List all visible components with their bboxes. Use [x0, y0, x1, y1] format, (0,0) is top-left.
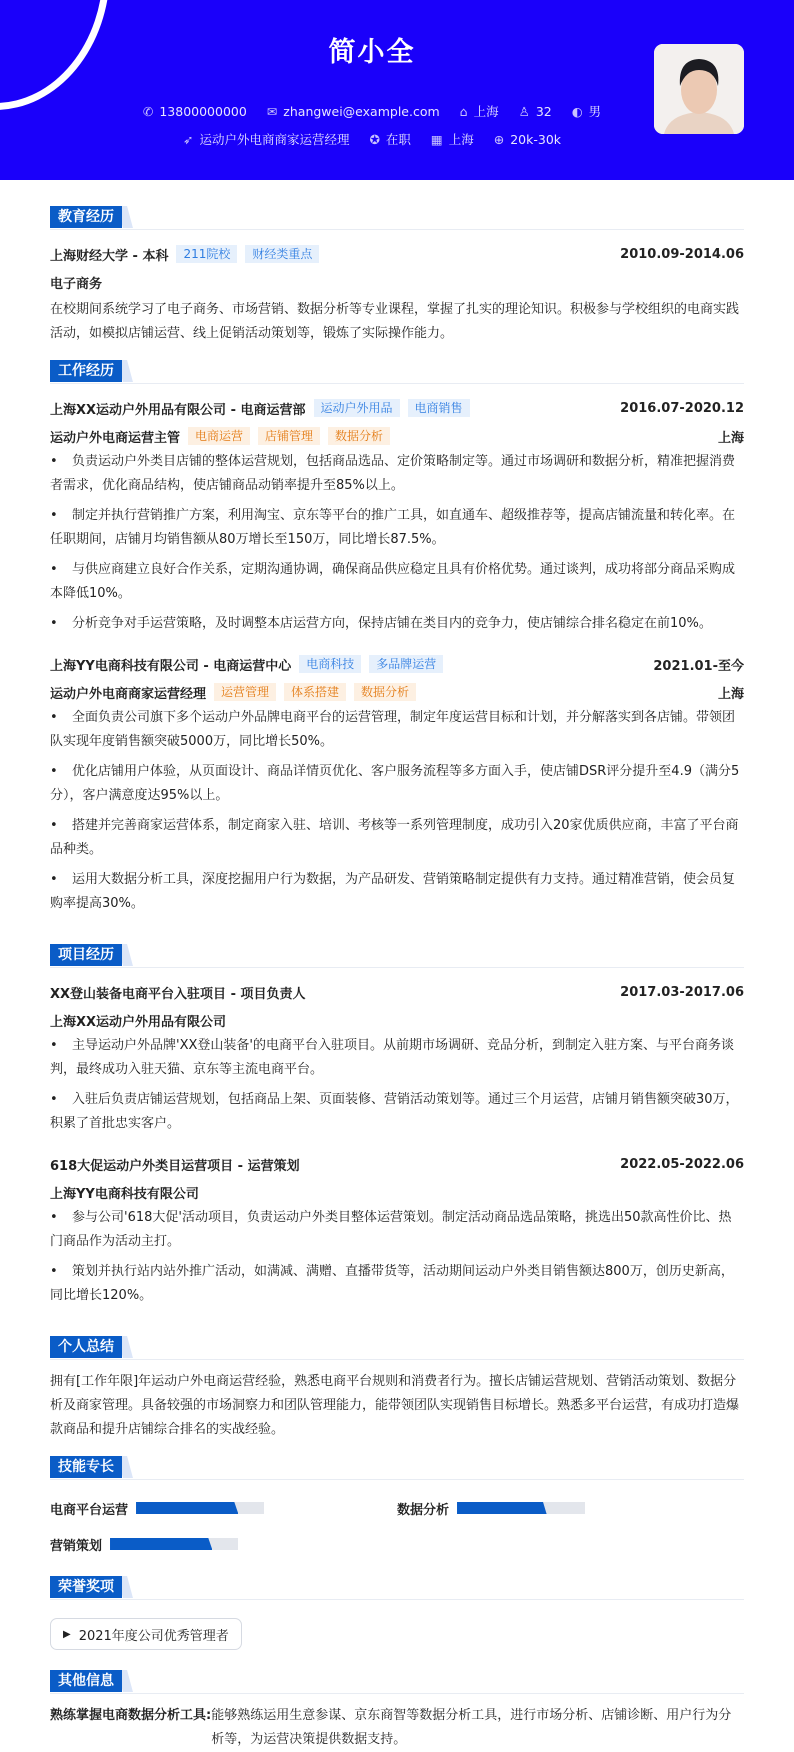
gender: 男 [588, 104, 602, 119]
summary-text: 拥有[工作年限]年运动户外电商运营经验，熟悉电商平台规则和消费者行为。擅长店铺运营规划、营销活动策划、数据分析及商家管理。具备较强的市场洞察力和团队管理能力，能带领团队实现销售目标增长。熟悉多平台运营，有成功打造爆款商品和提升店铺综合排名的实战经验。 [50, 1374, 740, 1437]
section-skills: 技能专长 [50, 1456, 744, 1480]
date: 2016.07-2020.12 [620, 400, 744, 416]
tag: 运动户外用品 [314, 399, 400, 417]
skill-tag: 数据分析 [328, 427, 390, 445]
work-role-row [50, 422, 744, 450]
project-row [50, 978, 744, 1006]
tag: 电商科技 [299, 655, 361, 673]
send-icon: ➶ [182, 132, 194, 147]
gender-icon: ◐ [571, 104, 583, 119]
work-company-row [50, 394, 744, 422]
role: 运动户外电商运营主管 [50, 430, 181, 446]
tag: 211院校 [176, 245, 237, 263]
bullet-item: • 主导运动户外品牌'XX登山装备'的电商平台入驻项目。从前期市场调研、竞品分析，到制定入驻方案、与平台商务谈判，最终成功入驻天猫、京东等主流电商平台。 [50, 1038, 734, 1077]
skill-tag: 运营管理 [214, 683, 276, 701]
skill-item: 数据分析 [397, 1490, 744, 1526]
phone: 13800000000 [159, 104, 247, 119]
section-education: 教育经历 [50, 206, 744, 230]
skill-tag: 店铺管理 [258, 427, 320, 445]
bullet-item: • 制定并执行营销推广方案，利用淘宝、京东等平台的推广工具，如直通车、超级推荐等，提高店铺流量和转化率。在任职期间，店铺月均销售额从80万增长至150万，同比增长87.5%。 [50, 508, 736, 547]
status: 在职 [385, 132, 411, 147]
role: 运动户外电商商家运营经理 [50, 686, 207, 702]
tag: 财经类重点 [245, 245, 319, 263]
position: 运动户外电商商家运营经理 [199, 132, 350, 147]
salary-icon: ⊕ [493, 132, 505, 147]
project-row [50, 1150, 744, 1178]
date: 2017.03-2017.06 [620, 984, 744, 1000]
bullet-item: • 策划并执行站内站外推广活动，如满减、满赠、直播带货等，活动期间运动户外类目销售额达800万，创历史新高，同比增长120%。 [50, 1264, 734, 1303]
avatar-photo [654, 44, 744, 134]
company: 上海XX运动户外用品有限公司 - 电商运营部 [50, 402, 306, 418]
bullet-item: • 负责运动户外类目店铺的整体运营规划，包括商品选品、定价策略制定等。通过市场调研和数据分析，精准把握消费者需求，优化商品结构，使店铺商品动销率提升至85%以上。 [50, 454, 736, 493]
section-awards: 荣誉奖项 [50, 1576, 744, 1600]
candidate-name: 简小全 [328, 37, 416, 68]
bullet-item: • 全面负责公司旗下多个运动户外品牌电商平台的运营管理，制定年度运营目标和计划，并分解落实到各店铺。带领团队实现年度销售额突破5000万，同比增长50%。 [50, 710, 736, 749]
bullet-item: • 参与公司'618大促'活动项目，负责运动户外类目整体运营策划。制定活动商品选品策略，挑选出50款高性价比、热门商品作为活动主打。 [50, 1210, 732, 1249]
project-title: XX登山装备电商平台入驻项目 - 项目负责人 [50, 986, 306, 1002]
resume-header [0, 0, 794, 180]
skill-tag: 电商运营 [188, 427, 250, 445]
tag: 多品牌运营 [369, 655, 443, 673]
salary: 20k-30k [510, 132, 562, 147]
project-company: 上海YY电商科技有限公司 [50, 1186, 199, 1202]
section-work: 工作经历 [50, 360, 744, 384]
phone-icon: ✆ [142, 104, 154, 119]
work-city: 上海 [448, 132, 474, 147]
date: 2021.01-至今 [653, 658, 744, 674]
section-projects: 项目经历 [50, 944, 744, 968]
triangle-icon: ▶ [63, 1628, 71, 1640]
date: 2022.05-2022.06 [620, 1156, 744, 1172]
skill-tag: 体系搭建 [284, 683, 346, 701]
bullet-item: • 搭建并完善商家运营体系，制定商家入驻、培训、考核等一系列管理制度，成功引入20家优质供应商，丰富了平台商品种类。 [50, 818, 739, 857]
award-item[interactable]: ▶ 2021年度公司优秀管理者 [50, 1618, 242, 1650]
section-other: 其他信息 [50, 1670, 744, 1694]
city: 上海 [717, 686, 744, 702]
work-company-row [50, 650, 744, 678]
project-title: 618大促运动户外类目运营项目 - 运营策划 [50, 1158, 300, 1174]
work-role-row [50, 678, 744, 706]
education-desc: 在校期间系统学习了电子商务、市场营销、数据分析等专业课程，掌握了扎实的理论知识。积极参与学校组织的电商实践活动，如模拟店铺运营、线上促销活动策划等，锻炼了实际操作能力。 [50, 302, 740, 341]
city: 上海 [717, 430, 744, 446]
school: 上海财经大学 - 本科 [50, 248, 169, 264]
skill-bar [136, 1502, 264, 1514]
bullet-item: • 与供应商建立良好合作关系，定期沟通协调，确保商品供应稳定且具有价格优势。通过谈判，成功将部分商品采购成本降低10%。 [50, 562, 736, 601]
date: 2010.09-2014.06 [620, 246, 744, 262]
skill-item: 营销策划 [50, 1526, 397, 1562]
bullet-item: • 入驻后负责店铺运营规划，包括商品上架、页面装修、营销活动策划等。通过三个月运营，店铺月销售额突破30万，积累了首批忠实客户。 [50, 1092, 739, 1131]
section-summary: 个人总结 [50, 1336, 744, 1360]
bullet-item: • 优化店铺用户体验，从页面设计、商品详情页优化、客户服务流程等多方面入手，使店铺DSR评分提升至4.9（满分5分），客户满意度达95%以上。 [50, 764, 740, 803]
company: 上海YY电商科技有限公司 - 电商运营中心 [50, 658, 292, 674]
education-row [50, 240, 744, 268]
bullet-item: • 分析竞争对手运营策略，及时调整本店运营方向，保持店铺在类目内的竞争力，使店铺综合排名稳定在前10%。 [50, 616, 712, 631]
skill-tag: 数据分析 [354, 683, 416, 701]
other-info: 熟练掌握电商数据分析工具: 能够熟练运用生意参谋、京东商智等数据分析工具，进行市场分析、店铺诊断、用户行为分析等，为运营决策提供数据支持。 [50, 1708, 732, 1747]
bullet-item: • 运用大数据分析工具，深度挖掘用户行为数据，为产品研发、营销策略制定提供有力支持。通过精准营销，使会员复购率提高30%。 [50, 872, 736, 911]
building-icon: ▦ [430, 132, 443, 147]
city: 上海 [473, 104, 499, 119]
tag: 电商销售 [408, 399, 470, 417]
age-icon: ♙ [518, 104, 530, 119]
email: zhangwei@example.com [283, 104, 440, 119]
skill-bar [457, 1502, 585, 1514]
mail-icon: ✉ [266, 104, 278, 119]
skill-item: 电商平台运营 [50, 1490, 397, 1526]
major: 电子商务 [50, 276, 103, 292]
skill-bar [110, 1538, 238, 1550]
status-icon: ✪ [369, 132, 380, 147]
age: 32 [535, 104, 552, 119]
home-icon: ⌂ [459, 104, 468, 119]
project-company: 上海XX运动户外用品有限公司 [50, 1014, 227, 1030]
